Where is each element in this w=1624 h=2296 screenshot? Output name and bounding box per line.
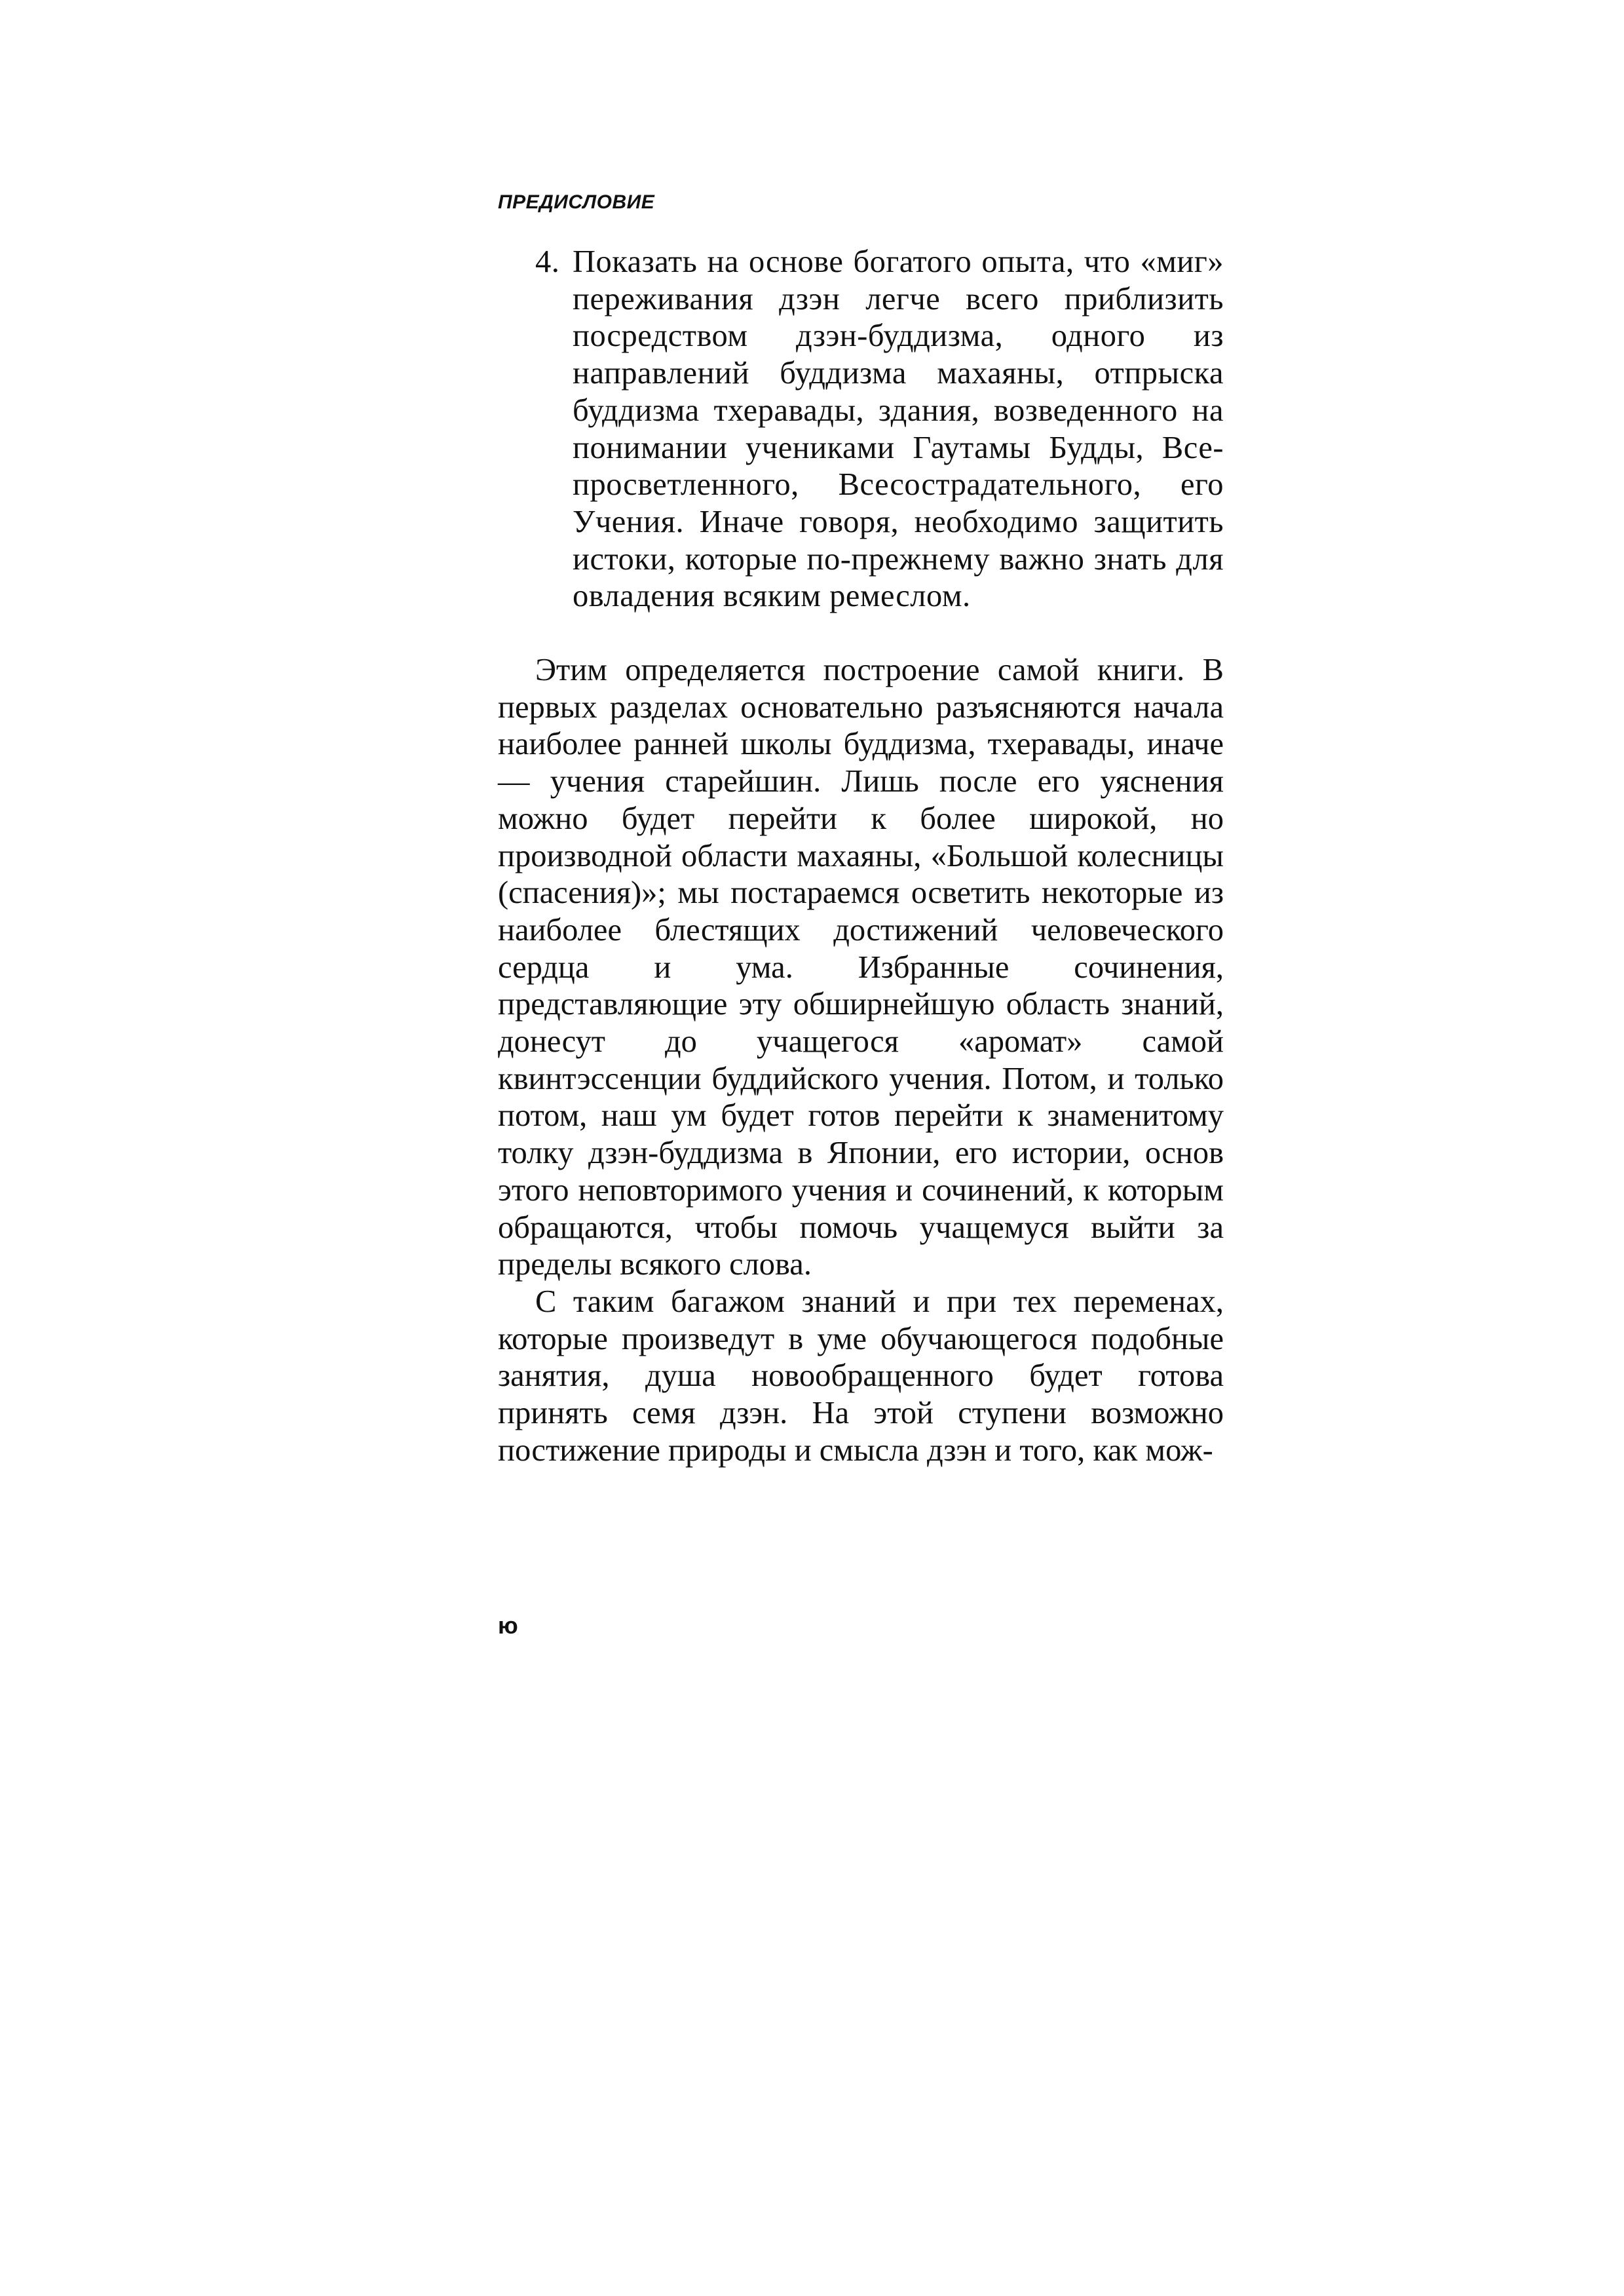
list-item-text: Показать на основе богатого опыта, что «миг» переживания дзэн легче всего приблизить посредством дзэн-буддизма, одного из направлений буддизма махаяны, отпрыска буддизма тхеравады, здания, возведенного на понимании учениками Гаутамы Будды, Все-просветленного, Всесострадательного, его Учения. Иначе говоря, необходимо защитить истоки, которые по-прежнему важно знать для овладения всяким ремеслом. [573, 244, 1224, 614]
list-item-number: 4. [535, 244, 560, 279]
running-title: ПРЕДИСЛОВИЕ [498, 191, 655, 213]
body-paragraph: Этим определяется построение самой книги. В первых разделах основательно разъясняются начала наиболее ранней школы буддизма, тхеравады, иначе — учения старейшин. Лишь после его уяснения можно будет перейти к более широкой, но производной области махаяны, «Большой колесницы (спасения)»; мы постараемся осветить некоторые из наиболее блестящих достижений человеческого сердца и ума. Избранные сочинения, представляющие эту обширнейшую область знаний, донесут до учащегося «аромат» самой квинтэссенции буддийского учения. Потом, и только потом, наш ум будет готов перейти к знаменитому толку дзэн-буддизма в Японии, его истории, основ этого неповторимого учения и сочинений, к которым обращаются, чтобы помочь учащемуся выйти за пределы всякого слова. [498, 653, 1224, 1282]
page-body [498, 244, 1224, 1470]
body-paragraph: С таким багажом знаний и при тех переменах, которые произведут в уме обучающегося подобные занятия, душа новообращенного будет готова принять семя дзэн. На этой ступени возможно постижение природы и смысла дзэн и того, как мож- [498, 1284, 1224, 1468]
page-number: ю [498, 1612, 518, 1639]
numbered-list-item [498, 244, 1224, 615]
